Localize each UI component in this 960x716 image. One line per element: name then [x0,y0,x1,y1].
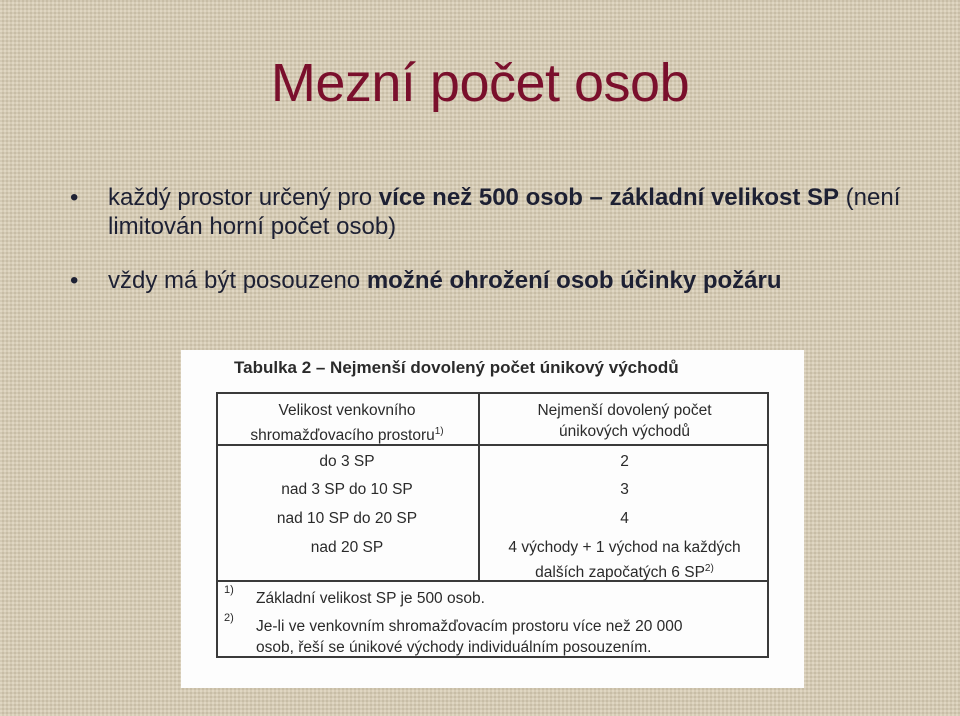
table-cell: nad 20 SP [310,539,384,556]
table-cell: nad 3 SP do 10 SP [281,481,413,498]
header-text: Velikost venkovního [278,402,416,419]
bullet-text: (není limitován horní počet osob) [108,184,901,240]
bullet-text: každý prostor určený pro [108,184,379,211]
bullet-text-bold: více než 500 osob [378,184,583,211]
table-cell: nad 10 SP do 20 SP [276,510,418,527]
cell-text: dalších započatých 6 SP [535,564,705,582]
footnote-text: Základní velikost SP je 500 osob. [256,590,485,607]
bullet-text: vždy má být posouzeno [108,267,367,294]
footnote-number: 1) [224,584,234,596]
bullet-text-bold: – [582,184,610,211]
table-cell: 2 [620,453,629,470]
table-frame [216,392,769,658]
footnote-ref: 2) [704,563,714,574]
bullet-item [70,266,930,295]
bullet-text-bold: základní velikost SP [609,184,840,211]
table-cell: 3 [620,481,629,498]
header-text: únikových východů [559,423,690,440]
table-caption: Tabulka 2 – Nejmenší dovolený počet únikový východů [234,358,679,377]
bullet-list [70,183,930,295]
cell-text: 4 východy + 1 východ na každých [508,539,741,556]
footnote-number: 2) [224,612,234,624]
footnote-ref: 1) [434,426,444,437]
footnote-line: Je-li ve venkovním shromažďovacím prostoru více než 20 000 [256,618,683,635]
table-cell: do 3 SP [319,453,375,470]
table-cell [480,537,769,583]
table-cell: 4 [620,510,629,527]
table-header-cell [480,400,769,442]
table-header-cell [218,400,476,446]
bullet-item [70,183,930,241]
footnote-line: osob, řeší se únikové východy individuálním posouzením. [256,639,652,656]
header-text: Nejmenší dovolený počet [537,402,712,419]
slide-title: Mezní počet osob [270,53,690,113]
table-figure [181,350,804,688]
footnote-text [256,616,683,658]
header-text: shromažďovacího prostoru [250,427,435,445]
bullet-text-bold: možné ohrožení osob účinky požáru [366,267,782,294]
